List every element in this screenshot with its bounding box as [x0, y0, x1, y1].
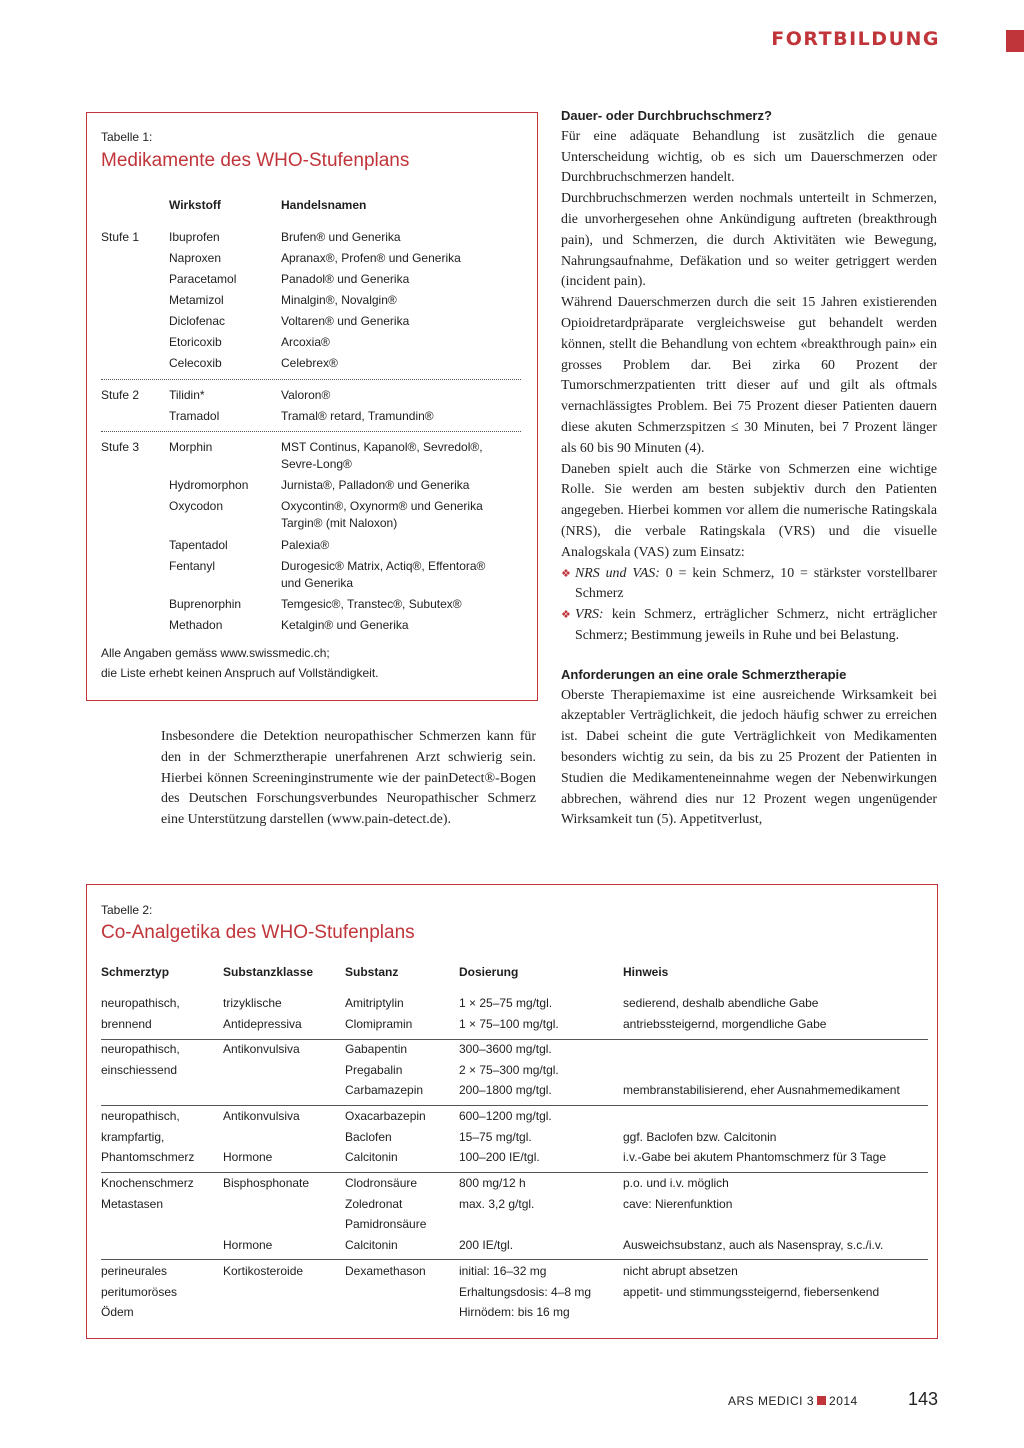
table2-header: Substanzklasse: [223, 965, 314, 979]
scale-list: [561, 564, 937, 647]
footer-marker: [817, 1396, 826, 1405]
table2-substanz: Clodronsäure Zoledronat Pamidronsäure Calcitonin: [345, 1176, 427, 1253]
table1-handelsnamen: Panadol® und Generika: [281, 272, 410, 286]
table1-handelsnamen: Arcoxia®: [281, 335, 330, 349]
table1-wirkstoff: Etoricoxib: [169, 335, 222, 349]
table1-handelsnamen: Valoron®: [281, 388, 331, 402]
right-column: [561, 106, 937, 831]
table2-substanzklasse: Antikonvulsiva Hormone: [223, 1109, 300, 1165]
table2-caption: Tabelle 2:: [101, 903, 153, 917]
table1-handelsnamen: Durogesic® Matrix, Actiq®, Effentora® und Generika: [281, 559, 486, 590]
table2-hinweis: p.o. und i.v. möglich cave: Nierenfunktion Ausweichsubstanz, auch als Nasenspray, s.c./i.v.: [623, 1176, 884, 1253]
paragraph: Insbesondere die Detektion neuropathischer Schmerzen kann für den in der Schmerztherapie unerfahrenen Arzt schwierig sein. Hierbei können Screeninginstrumente wie der painDetect®-Bogen des Deutschen Forschungsverbundes Neuropathischer Schmerz eine Unterstützung darstellen (www.pain-detect.de).: [161, 729, 536, 828]
table2-header: Dosierung: [459, 965, 519, 979]
table1-footer: [101, 643, 379, 683]
table2-schmerztyp: neuropathisch, krampfartig, Phantomschmerz: [101, 1109, 195, 1165]
table2-hinweis: nicht abrupt absetzen appetit- und stimmungssteigernd, fiebersenkend: [623, 1264, 880, 1299]
table1-handelsnamen: Jurnista®, Palladon® und Generika: [281, 478, 470, 492]
table1-wirkstoff: Oxycodon: [169, 499, 224, 513]
table2-hinweis: sedierend, deshalb abendliche Gabe antriebssteigernd, morgendliche Gabe: [623, 996, 827, 1031]
table1-wirkstoff: Buprenorphin: [169, 597, 242, 611]
table1-wirkstoff: Tapentadol: [169, 538, 228, 552]
table1-stufe: Stufe 3: [101, 440, 140, 454]
section-marker: [1006, 30, 1024, 52]
table2-dosierung: 1 × 25–75 mg/tgl. 1 × 75–100 mg/tgl.: [459, 996, 559, 1031]
table2-substanzklasse: Bisphosphonate Hormone: [223, 1176, 310, 1253]
table1-wirkstoff: Tramadol: [169, 409, 220, 423]
diamond-bullet-icon: ❖: [561, 567, 571, 580]
journal-footer: ARS MEDICI 3 2014: [728, 1394, 858, 1408]
table1-wirkstoff: Celecoxib: [169, 356, 222, 370]
table1-head-wirkstoff: Wirkstoff: [169, 198, 221, 212]
section-heading: Dauer- oder Durchbruchschmerz?: [561, 108, 772, 123]
table1-handelsnamen: MST Continus, Kapanol®, Sevredol®, Sevre-Long®: [281, 440, 483, 471]
row-divider: [101, 1259, 928, 1260]
table2-substanzklasse: Antikonvulsiva: [223, 1042, 300, 1056]
table2-schmerztyp: neuropathisch, brennend: [101, 996, 180, 1031]
stufe-divider: [101, 431, 521, 432]
page-number: 143: [908, 1389, 939, 1409]
table2-header: Schmerztyp: [101, 965, 170, 979]
table2-hinweis: membranstabilisierend, eher Ausnahmemedikament: [623, 1083, 900, 1098]
table2-schmerztyp: Knochenschmerz Metastasen: [101, 1176, 194, 1211]
table2-dosierung: 300–3600 mg/tgl. 2 × 75–300 mg/tgl. 200–1800 mg/tgl.: [459, 1042, 559, 1098]
table2-substanzklasse: trizyklische Antidepressiva: [223, 996, 302, 1031]
table1-wirkstoff: Morphin: [169, 440, 213, 454]
table2-dosierung: 600–1200 mg/tgl. 15–75 mg/tgl. 100–200 IE/tgl.: [459, 1109, 552, 1165]
table1-handelsnamen: Temgesic®, Transtec®, Subutex®: [281, 597, 462, 611]
table2-header: Substanz: [345, 965, 399, 979]
table1-wirkstoff: Naproxen: [169, 251, 222, 265]
table1-handelsnamen: Brufen® und Generika: [281, 230, 401, 244]
table2-title: Co-Analgetika des WHO-Stufenplans: [101, 922, 415, 943]
table1-handelsnamen: Celebrex®: [281, 356, 338, 370]
table1-wirkstoff: Ibuprofen: [169, 230, 220, 244]
table1-wirkstoff: Methadon: [169, 618, 223, 632]
table1-handelsnamen: Palexia®: [281, 538, 330, 552]
table2-substanz: Gabapentin Pregabalin Carbamazepin: [345, 1042, 424, 1098]
table1-handelsnamen: Apranax®, Profen® und Generika: [281, 251, 461, 265]
left-paragraph: [161, 727, 536, 831]
table1-wirkstoff: Hydromorphon: [169, 478, 249, 492]
section-title: FORTBILDUNG: [771, 28, 940, 50]
row-divider: [101, 1172, 928, 1173]
table2-substanz: Amitriptylin Clomipramin: [345, 996, 413, 1031]
paragraph: Während Dauerschmerzen durch die seit 15 Jahren existierenden Opioidretardpräparate vergleichsweise gut behandelt werden können, stellt die Behandlung von echtem «breakthrough pain» ein grosses Problem dar. Bei zirka 60 Prozent der Tumorschmerzpatienten tritt dieser auf und gilt als oftmals vernachlässigtes Problem. Bei 75 Prozent dieser Patienten dauern diese akuten Schmerzspitzen ≤ 30 Minuten, bei 7 Prozent länger als 60 bis 90 Minuten (4).: [561, 295, 937, 456]
table2-substanz: Dexamethason: [345, 1264, 426, 1278]
table2-hinweis: ggf. Baclofen bzw. Calcitonin i.v.-Gabe bei akutem Phantomschmerz für 3 Tage: [623, 1129, 887, 1165]
table1-handelsnamen: Oxycontin®, Oxynorm® und Generika Targin® (mit Naloxon): [281, 499, 483, 530]
table2-header: Hinweis: [623, 965, 669, 979]
section-heading: Anforderungen an eine orale Schmerztherapie: [561, 666, 847, 682]
paragraph: Daneben spielt auch die Stärke von Schmerzen eine wichtige Rolle. Sie werden am besten subjektiv durch den Patienten angegeben. Hierbei kommen vor allem die numerische Ratingskala (NRS), die verbale Ratingskala (VRS) und die visuelle Analogskala (VAS) zum Einsatz:: [561, 461, 937, 560]
table1-wirkstoff: Metamizol: [169, 293, 224, 307]
table1-stufe: Stufe 2: [101, 388, 140, 402]
table1-handelsnamen: Voltaren® und Generika: [281, 314, 410, 328]
paragraph: Durchbruchschmerzen werden nochmals unterteilt in Schmerzen, die unvorhergesehen ohne Ankündigung auftreten (breakthrough pain), und Schmerzen, die durch Aktivitäten wie Bewegung, Nahrungsaufnahme, Defäkation und so weiter getriggert werden (incident pain).: [561, 191, 937, 290]
table1-head-handelsnamen: Handelsnamen: [281, 198, 367, 212]
table2-dosierung: 800 mg/12 h max. 3,2 g/tgl. 200 IE/tgl.: [459, 1176, 535, 1253]
diamond-bullet-icon: ❖: [561, 609, 571, 622]
table1-wirkstoff: Diclofenac: [169, 314, 226, 328]
table1-wirkstoff: Fentanyl: [169, 559, 216, 573]
list-item: ❖ NRS und VAS: 0 = kein Schmerz, 10 = stärkster vorstellbarer Schmerz: [561, 565, 937, 602]
table2-substanz: Oxacarbazepin Baclofen Calcitonin: [345, 1109, 426, 1165]
table2-schmerztyp: perineurales peritumoröses Ödem: [101, 1264, 178, 1320]
table1-footer-line: die Liste erhebt keinen Anspruch auf Vollständigkeit.: [101, 666, 379, 680]
paragraph: Für eine adäquate Behandlung ist zusätzlich die genaue Unterscheidung wichtig, ob es sich um Dauerschmerzen oder Durchbruchschmerzen handelt.: [561, 128, 937, 186]
table2-schmerztyp: neuropathisch, einschiessend: [101, 1042, 180, 1077]
table1-caption: Tabelle 1:: [101, 130, 153, 144]
table2-dosierung: initial: 16–32 mg Erhaltungsdosis: 4–8 mg Hirnödem: bis 16 mg: [459, 1264, 592, 1320]
table1-handelsnamen: Ketalgin® und Generika: [281, 618, 409, 632]
row-divider: [101, 1039, 928, 1040]
stufe-divider: [101, 379, 521, 380]
table1-wirkstoff: Tilidin*: [169, 388, 205, 402]
table1-footer-line: Alle Angaben gemäss www.swissmedic.ch;: [101, 646, 330, 660]
table1-wirkstoff: Paracetamol: [169, 272, 237, 286]
table1-handelsnamen: Minalgin®, Novalgin®: [281, 293, 397, 307]
table1-title: Medikamente des WHO-Stufenplans: [101, 150, 410, 171]
table2-substanzklasse: Kortikosteroide: [223, 1264, 304, 1278]
table1-handelsnamen: Tramal® retard, Tramundin®: [281, 409, 434, 423]
row-divider: [101, 1105, 928, 1106]
table1-stufe: Stufe 1: [101, 230, 140, 244]
paragraph: Oberste Therapiemaxime ist eine ausreichende Wirksamkeit bei akzeptabler Verträglichkeit, die jedoch häufig schwer zu erreichen ist. Dabei scheint die gute Verträglichkeit von Medikamenten besonders wichtig zu sein, da bis zu 25 Prozent der Patienten in Studien die Medikamenteneinnahme wegen der Nebenwirkungen abbrechen, während dies nur 12 Prozent wegen ungenügender Wirksamkeit tun (5). Appetitverlust,: [561, 687, 937, 828]
list-item: ❖ VRS: kein Schmerz, erträglicher Schmerz, nicht erträglicher Schmerz; Bestimmung jeweils in Ruhe und bei Belastung.: [561, 607, 937, 643]
